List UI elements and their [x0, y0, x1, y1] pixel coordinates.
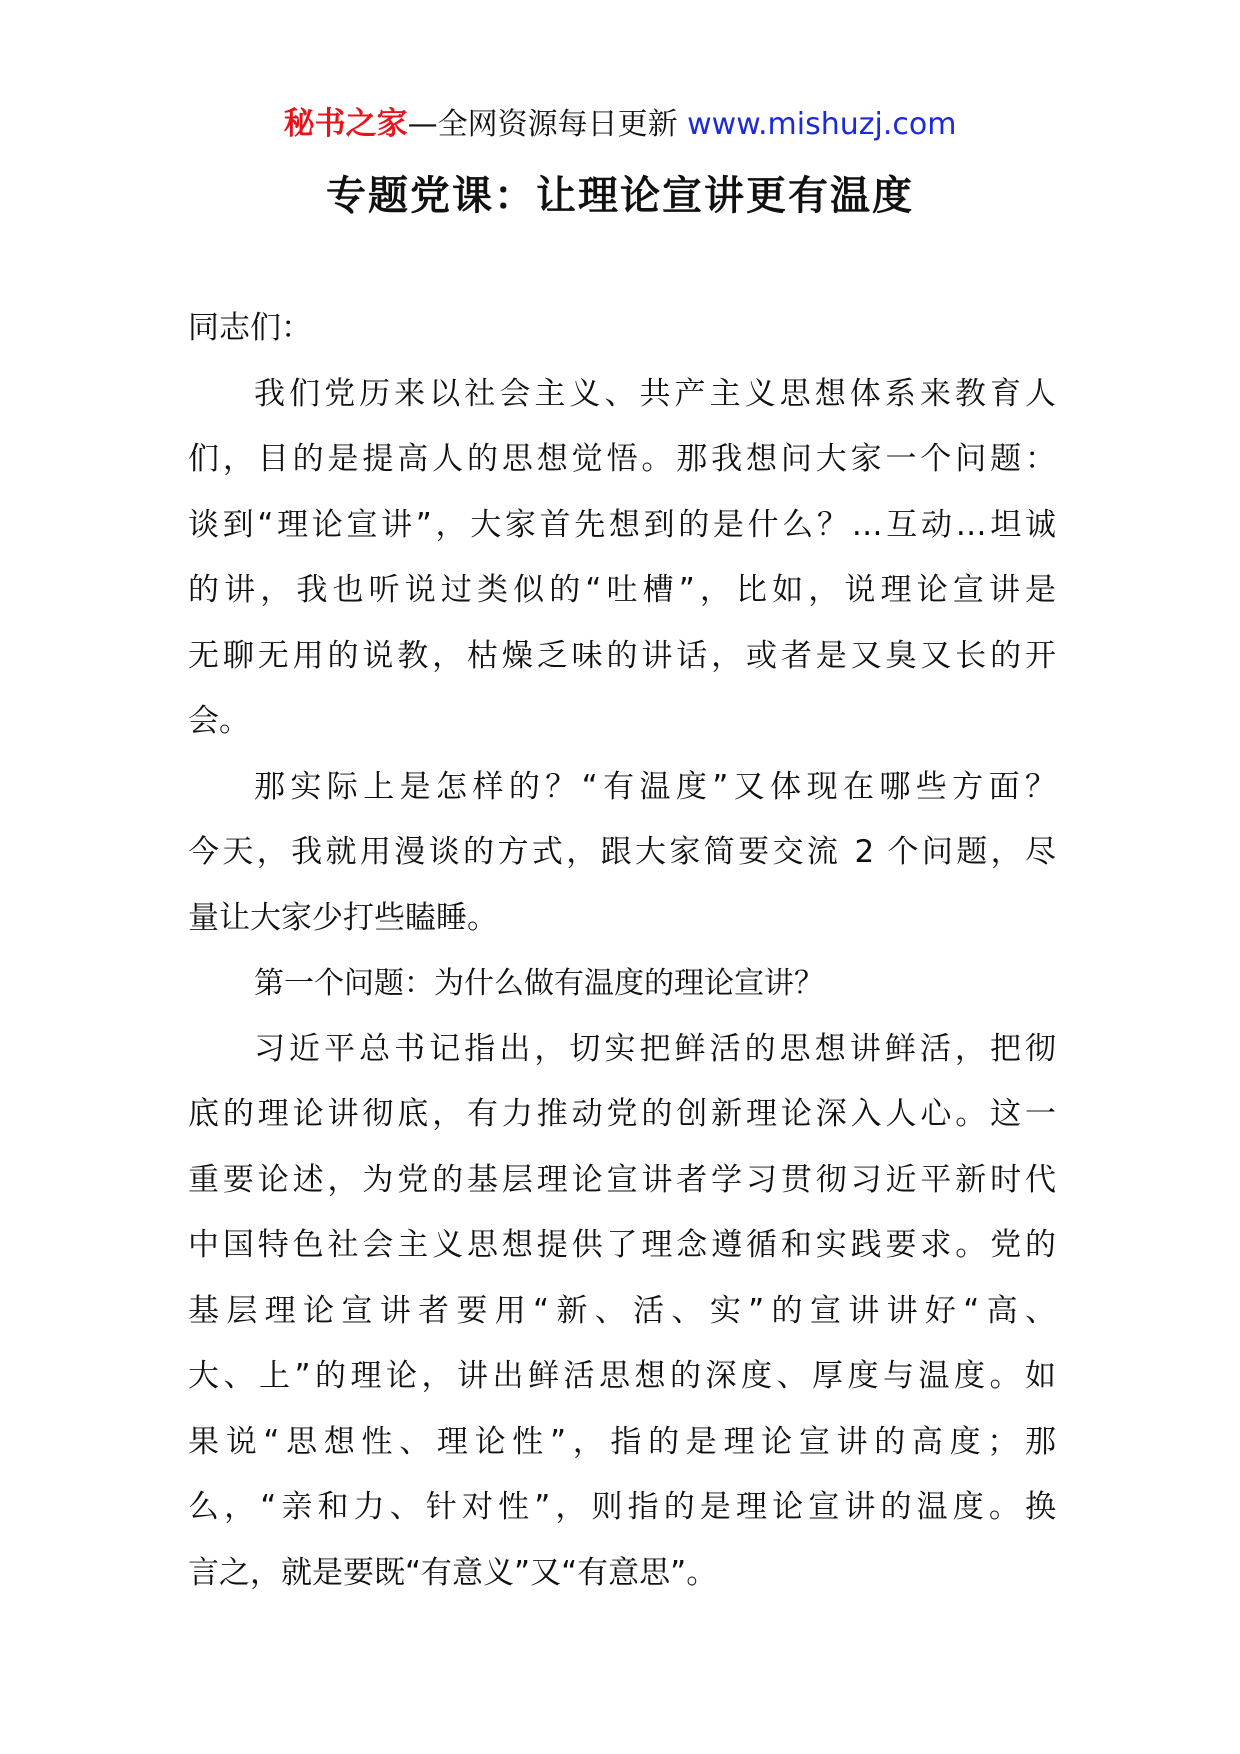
- text-line: 那实际上是怎样的？“有温度”又体现在哪些方面？: [254, 768, 1056, 805]
- brand-name: 秘书之家: [283, 106, 408, 142]
- text-line: 会。: [188, 703, 250, 739]
- document-body: [188, 296, 1056, 1606]
- text-line: 们，目的是提高人的思想觉悟。那我想问大家一个问题：: [188, 441, 1056, 477]
- site-header: [0, 102, 1240, 147]
- paragraph-intro: [188, 362, 1056, 755]
- text-line: 今天，我就用漫谈的方式，跟大家简要交流 2 个问题，尽: [188, 834, 1056, 870]
- text-line: 重要论述，为党的基层理论宣讲者学习贯彻习近平新时代: [188, 1161, 1056, 1198]
- salutation: 同志们：: [188, 310, 312, 346]
- text-line: 我们党历来以社会主义、共产主义思想体系来教育人: [254, 375, 1056, 412]
- text-line: 习近平总书记指出，切实把鲜活的思想讲鲜活，把彻: [254, 1030, 1056, 1067]
- text-line: 果说“思想性、理论性”，指的是理论宣讲的高度；那: [188, 1423, 1056, 1460]
- text-line: 无聊无用的说教，枯燥乏味的讲话，或者是又臭又长的开: [188, 637, 1056, 674]
- paragraph-question: [188, 755, 1056, 952]
- section-heading: [188, 951, 1056, 1017]
- text-line: 量让大家少打些瞌睡。: [188, 899, 498, 936]
- paragraph-body: [188, 1017, 1056, 1607]
- text-line: 基层理论宣讲者要用“新、活、实”的宣讲讲好“高、: [188, 1292, 1056, 1329]
- site-url-link[interactable]: www.mishuzj.com: [687, 107, 957, 142]
- text-line: 中国特色社会主义思想提供了理念遵循和实践要求。党的: [188, 1227, 1056, 1263]
- site-tagline: —全网资源每日更新: [407, 107, 678, 142]
- text-line: 底的理论讲彻底，有力推动党的创新理论深入人心。这一: [188, 1096, 1056, 1132]
- text-line: 第一个问题：为什么做有温度的理论宣讲？: [254, 966, 824, 1001]
- text-line: 的讲，我也听说过类似的“吐槽”，比如，说理论宣讲是: [188, 572, 1056, 608]
- text-line: 言之，就是要既“有意义”又“有意思”。: [188, 1554, 718, 1591]
- document-title: 专题党课：让理论宣讲更有温度: [326, 173, 914, 219]
- text-line: 谈到“理论宣讲”，大家首先想到的是什么？…互动…坦诚: [188, 506, 1056, 543]
- text-line: 么，“亲和力、针对性”，则指的是理论宣讲的温度。换: [188, 1489, 1056, 1525]
- text-line: 大、上”的理论，讲出鲜活思想的深度、厚度与温度。如: [188, 1358, 1056, 1394]
